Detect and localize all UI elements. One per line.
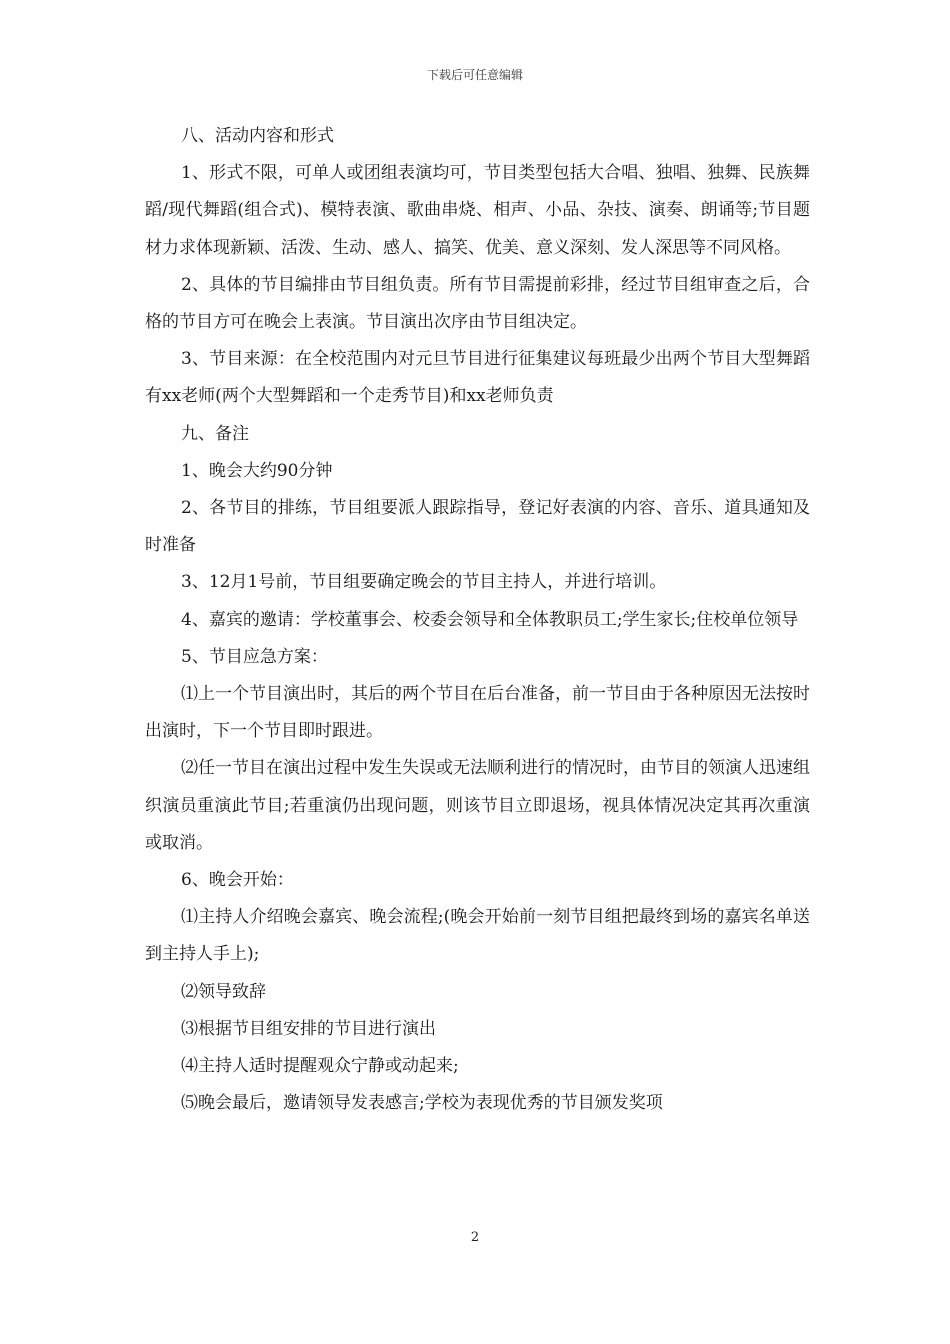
note-item-4: 4、嘉宾的邀请：学校董事会、校委会领导和全体教职员工;学生家长;住校单位领导: [181, 609, 799, 630]
paragraph-item-3: 3、节目来源：在全校范围内对元旦节目进行征集建议每班最少出两个节目大型舞蹈有xx老师(两个大型舞蹈和一个走秀节目)和xx老师负责: [145, 349, 810, 407]
emergency-plan-item-2: ⑵任一节目在演出过程中发生失误或无法顺利进行的情况时，由节目的领演人迅速组织演员重演此节目;若重演仍出现问题，则该节目立即退场，视具体情况决定其再次重演或取消。: [145, 758, 810, 853]
note-item-5: 5、节目应急方案：: [181, 646, 328, 667]
note-item-2: 2、各节目的排练，节目组要派人跟踪指导，登记好表演的内容、音乐、道具通知及时准备: [145, 498, 810, 556]
opening-step-2: ⑵领导致辞: [181, 981, 266, 1002]
section-heading-notes: 九、备注: [181, 423, 249, 444]
opening-step-1: ⑴主持人介绍晚会嘉宾、晚会流程;(晚会开始前一刻节目组把最终到场的嘉宾名单送到主持人手上);: [145, 907, 810, 965]
opening-step-5: ⑸晚会最后，邀请领导发表感言;学校为表现优秀的节目颁发奖项: [181, 1093, 663, 1114]
paragraph-item-1: 1、形式不限，可单人或团组表演均可，节目类型包括大合唱、独唱、独舞、民族舞蹈/现代舞蹈(组合式)、模特表演、歌曲串烧、相声、小品、杂技、演奏、朗诵等;节目题材力求体现新颖、活泼、生动、感人、搞笑、优美、意义深刻、发人深思等不同风格。: [145, 163, 810, 258]
note-item-6: 6、晚会开始：: [181, 870, 294, 891]
document-body: [145, 118, 810, 1122]
note-item-3: 3、12月1号前，节目组要确定晚会的节目主持人，并进行培训。: [181, 572, 667, 593]
paragraph-item-2: 2、具体的节目编排由节目组负责。所有节目需提前彩排，经过节目组审查之后，合格的节目方可在晚会上表演。节目演出次序由节目组决定。: [145, 274, 810, 333]
opening-step-3: ⑶根据节目组安排的节目进行演出: [181, 1018, 436, 1039]
page-header: 下载后可任意编辑: [426, 68, 523, 82]
section-heading-activities: 八、活动内容和形式: [181, 126, 334, 146]
note-item-1: 1、晚会大约90分钟: [181, 460, 333, 481]
opening-step-4: ⑷主持人适时提醒观众宁静或动起来;: [181, 1056, 459, 1077]
page-number: 2: [470, 1230, 480, 1245]
emergency-plan-item-1: ⑴上一个节目演出时，其后的两个节目在后台准备，前一节目由于各种原因无法按时出演时，下一个节目即时跟进。: [145, 684, 810, 742]
